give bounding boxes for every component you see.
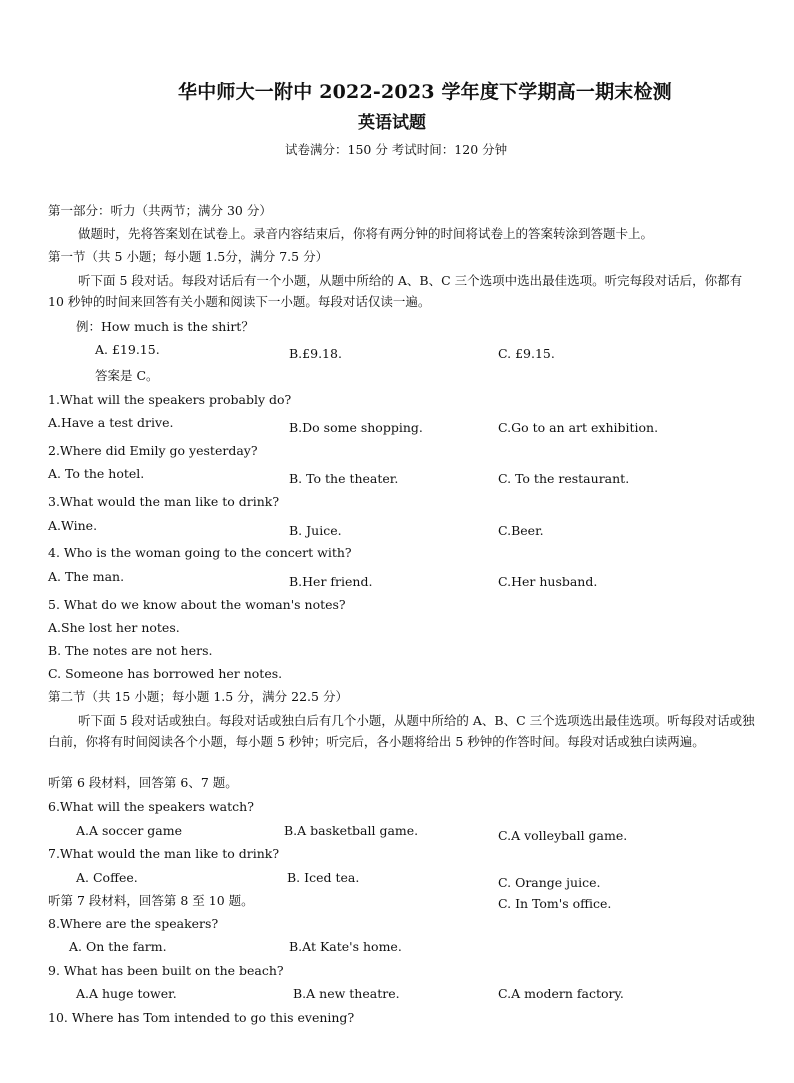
q4-option-a: A. The man. — [48, 569, 125, 584]
example-answer: 答案是 C。 — [95, 368, 159, 383]
q1-option-c: C.Go to an art exhibition. — [498, 420, 659, 435]
q7-option-b: B. Iced tea. — [287, 870, 360, 885]
part1-intro: 做题时，先将答案划在试卷上。录音内容结束后，你将有两分钟的时间将试卷上的答案转涂到答题卡上。 — [78, 226, 654, 241]
q1-option-a: A.Have a test drive. — [48, 415, 174, 430]
example-option-b: B.£9.18. — [289, 346, 342, 361]
question-10: 10. Where has Tom intended to go this evening? — [48, 1010, 355, 1025]
q5-option-c: C. Someone has borrowed her notes. — [48, 666, 283, 681]
question-8: 8.Where are the speakers? — [48, 916, 219, 931]
section2-heading: 第二节（共 15 小题；每小题 1.5 分，满分 22.5 分） — [48, 689, 348, 704]
question-9: 9. What has been built on the beach? — [48, 963, 284, 978]
q3-option-b: B. Juice. — [289, 523, 342, 538]
question-7: 7.What would the man like to drink? — [48, 846, 280, 861]
material-6-note: 听第 6 段材料，回答第 6、7 题。 — [48, 775, 238, 790]
q3-option-a: A.Wine. — [48, 518, 98, 533]
q9-option-b: B.A new theatre. — [293, 986, 400, 1001]
q9-option-a: A.A huge tower. — [76, 986, 177, 1001]
section2-intro: 听下面 5 段对话或独白。每段对话或独白后有几个小题，从题中所给的 A、B、C 三个选项选出最佳选项。听每段对话或独白前，你将有时间阅读各个小题，每小题 5 秒钟；听完后，各小题将给出 5 秒钟的作答时间。每段对话或独白读两遍。 — [48, 713, 755, 749]
q8-option-c: C. In Tom's office. — [498, 896, 612, 911]
q6-option-b: B.A basketball game. — [284, 823, 419, 838]
example-option-c: C. £9.15. — [498, 346, 555, 361]
q8-option-a: A. On the farm. — [69, 939, 167, 954]
question-3: 3.What would the man like to drink? — [48, 494, 280, 509]
q7-option-c: C. Orange juice. — [498, 875, 601, 890]
question-5: 5. What do we know about the woman's notes? — [48, 597, 346, 612]
question-1: 1.What will the speakers probably do? — [48, 392, 292, 407]
part1-heading: 第一部分：听力（共两节；满分 30 分） — [48, 203, 272, 218]
q2-option-b: B. To the theater. — [289, 471, 399, 486]
question-2: 2.Where did Emily go yesterday? — [48, 443, 258, 458]
exam-subtitle: 英语试题 — [358, 113, 426, 133]
question-4: 4. Who is the woman going to the concert with? — [48, 545, 352, 560]
q1-option-b: B.Do some shopping. — [289, 420, 423, 435]
q5-option-b: B. The notes are not hers. — [48, 643, 213, 658]
section1-heading: 第一节（共 5 小题；每小题 1.5分，满分 7.5 分） — [48, 249, 329, 264]
q6-option-a: A.A soccer game — [76, 823, 182, 838]
section1-intro: 听下面 5 段对话。每段对话后有一个小题，从题中所给的 A、B、C 三个选项中选出最佳选项。听完每段对话后，你都有 10 秒钟的时间来回答有关小题和阅读下一小题。每段对话仅读一遍。 — [48, 273, 743, 309]
q2-option-a: A. To the hotel. — [48, 466, 145, 481]
exam-info: 试卷满分：150 分 考试时间：120 分钟 — [285, 142, 508, 157]
q5-option-a: A.She lost her notes. — [48, 620, 180, 635]
exam-title: 华中师大一附中 2022-2023 学年度下学期高一期末检测 — [178, 81, 672, 103]
q7-option-a: A. Coffee. — [76, 870, 138, 885]
example-question: 例：How much is the shirt？ — [76, 319, 254, 334]
material-7-note: 听第 7 段材料，回答第 8 至 10 题。 — [48, 893, 254, 908]
q6-option-c: C.A volleyball game. — [498, 828, 628, 843]
q4-option-b: B.Her friend. — [289, 574, 373, 589]
q9-option-c: C.A modern factory. — [498, 986, 624, 1001]
question-6: 6.What will the speakers watch? — [48, 799, 254, 814]
q2-option-c: C. To the restaurant. — [498, 471, 630, 486]
example-option-a: A. £19.15. — [95, 342, 160, 357]
q8-option-b: B.At Kate's home. — [289, 939, 402, 954]
q4-option-c: C.Her husband. — [498, 574, 598, 589]
q3-option-c: C.Beer. — [498, 523, 544, 538]
